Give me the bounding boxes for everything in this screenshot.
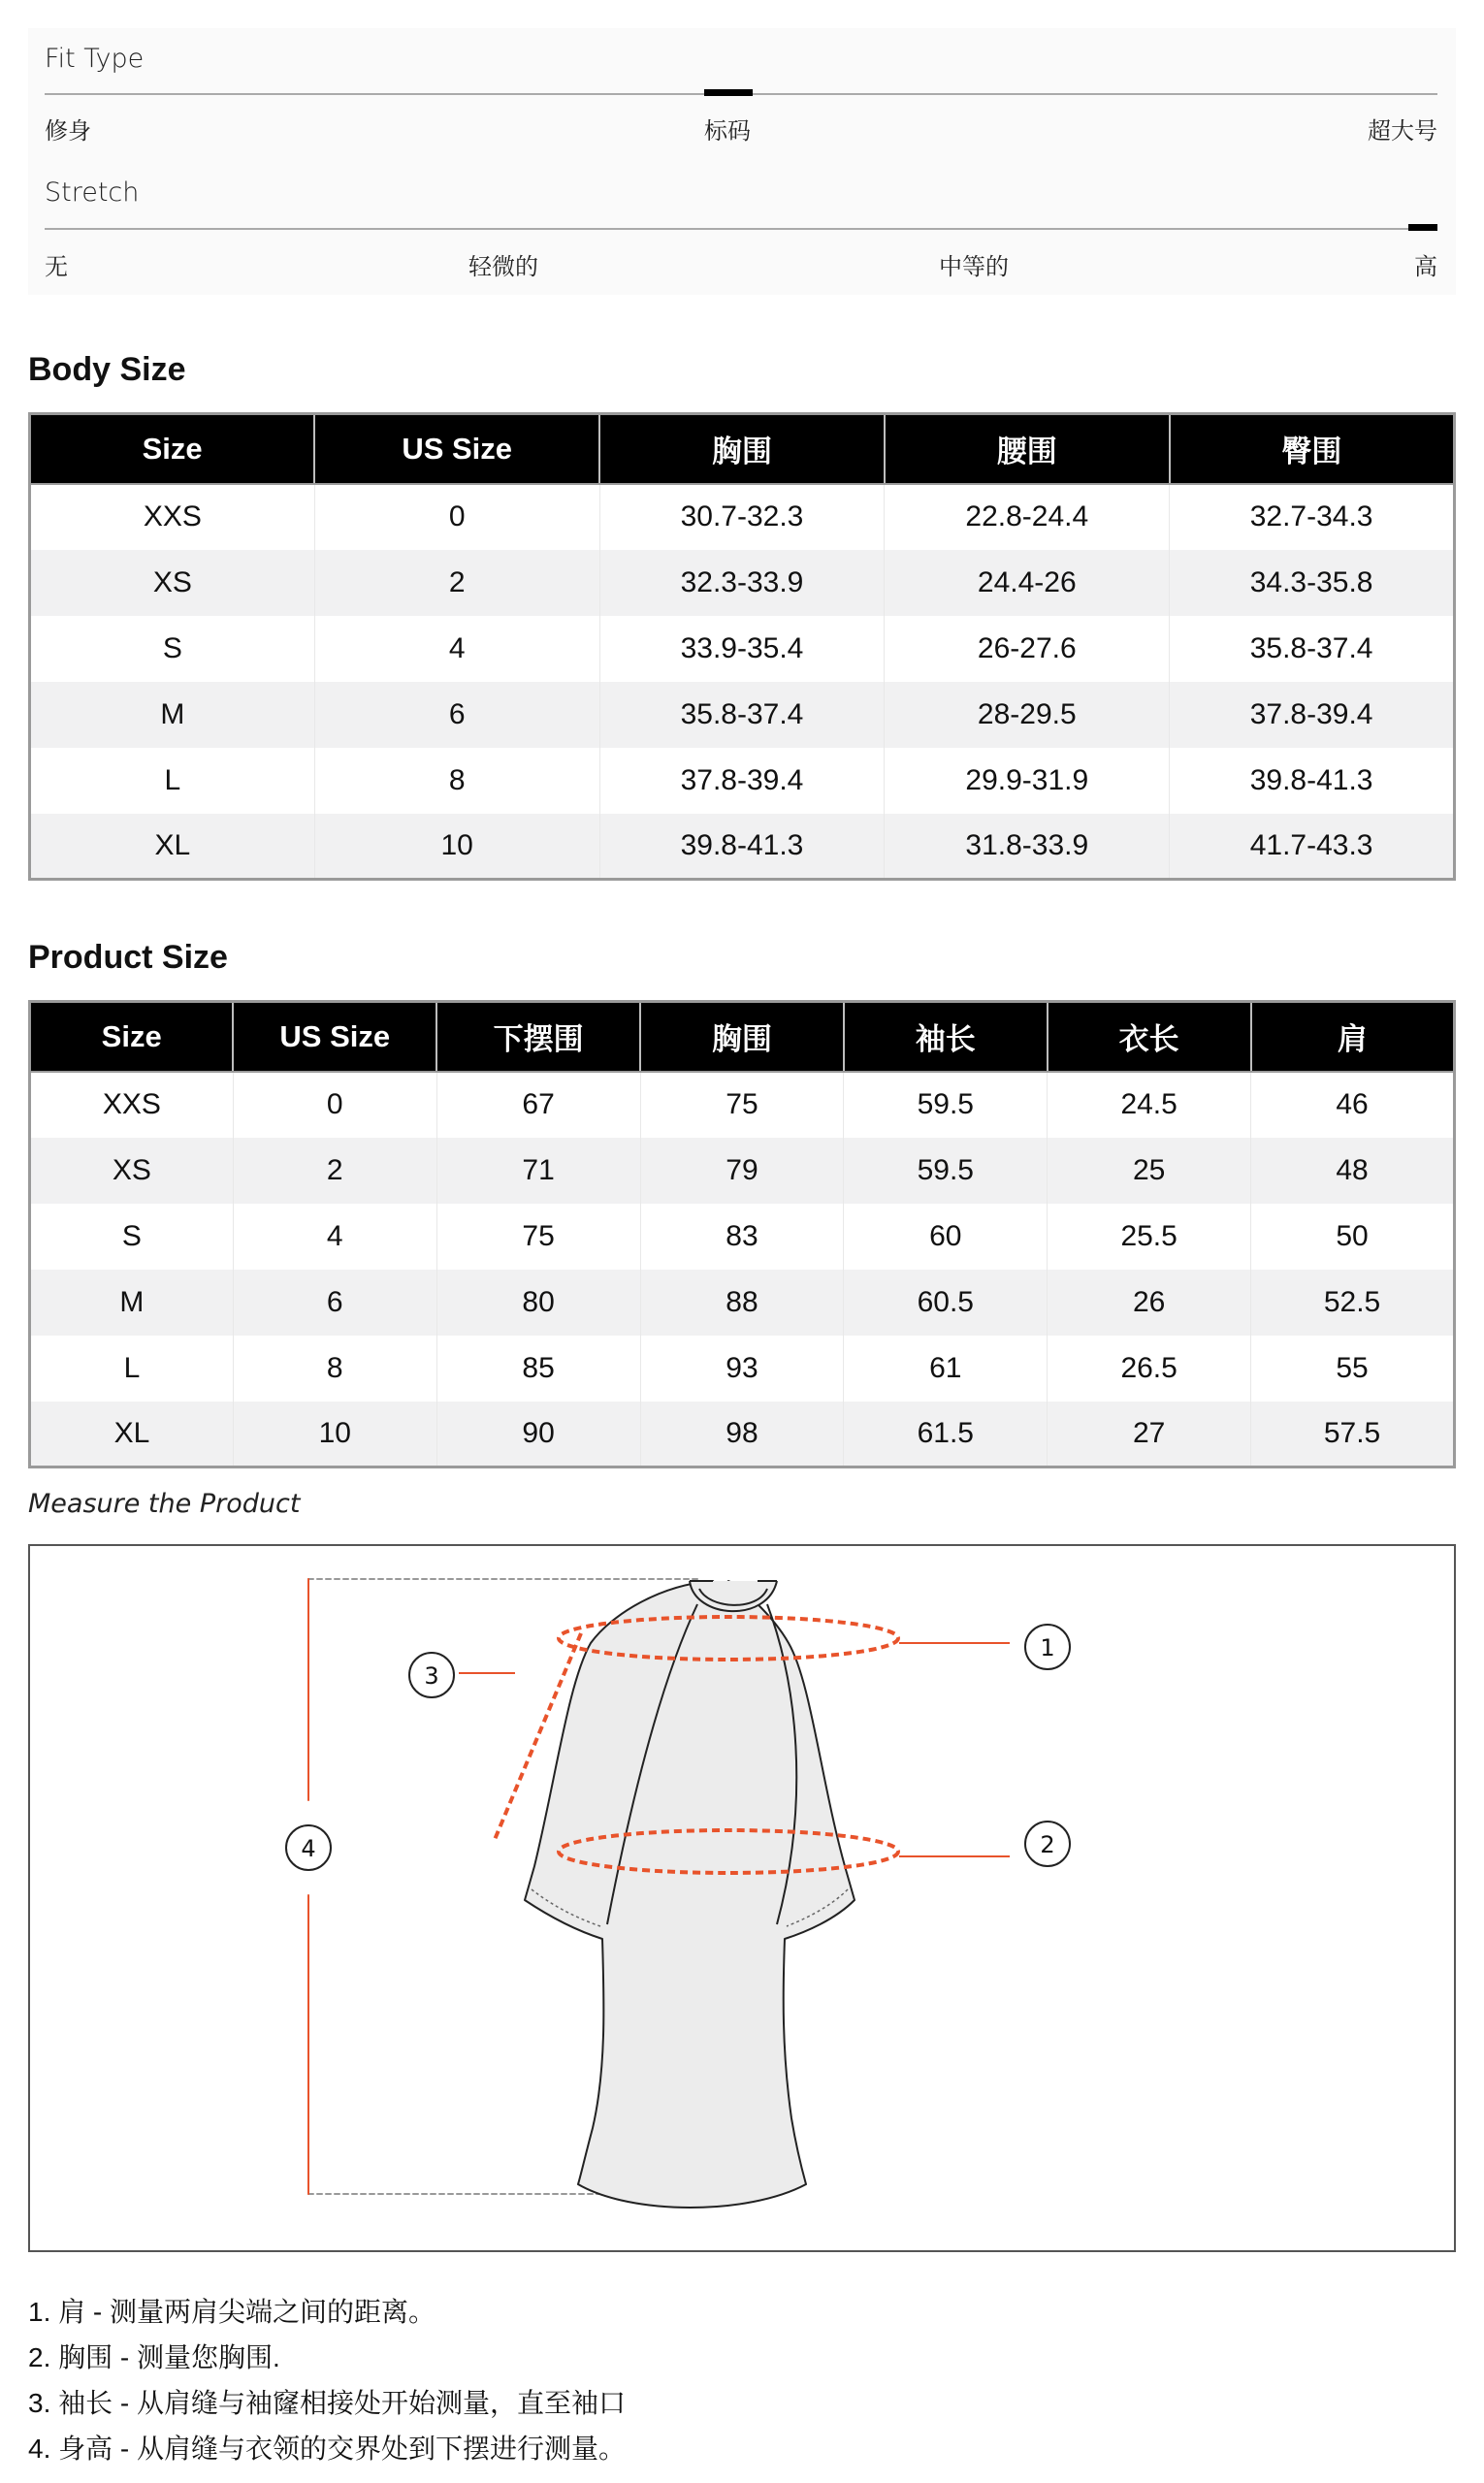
column-header: 袖长 bbox=[844, 1002, 1048, 1072]
stretch-track bbox=[45, 228, 1437, 230]
table-cell: 26 bbox=[1048, 1270, 1251, 1336]
table-cell: 24.5 bbox=[1048, 1072, 1251, 1138]
table-cell: 0 bbox=[233, 1072, 436, 1138]
table-cell: 59.5 bbox=[844, 1072, 1048, 1138]
table-row bbox=[30, 1336, 1455, 1402]
measurement-notes bbox=[28, 2289, 626, 2471]
table-cell: 93 bbox=[640, 1336, 844, 1402]
column-header: 衣长 bbox=[1048, 1002, 1251, 1072]
table-cell: 41.7-43.3 bbox=[1170, 814, 1455, 880]
table-cell: S bbox=[30, 616, 315, 682]
column-header: US Size bbox=[233, 1002, 436, 1072]
table-cell: L bbox=[30, 748, 315, 814]
table-cell: 32.7-34.3 bbox=[1170, 484, 1455, 550]
table-cell: XL bbox=[30, 814, 315, 880]
table-cell: 34.3-35.8 bbox=[1170, 550, 1455, 616]
fit-type-scale bbox=[45, 28, 1437, 164]
table-header-row bbox=[30, 1002, 1455, 1072]
table-cell: XS bbox=[30, 550, 315, 616]
table-cell: 83 bbox=[640, 1204, 844, 1270]
fit-type-marker bbox=[704, 89, 753, 96]
fit-type-title: Fit Type bbox=[45, 44, 145, 74]
table-cell: 4 bbox=[233, 1204, 436, 1270]
column-header: US Size bbox=[314, 414, 599, 484]
stretch-label-slight: 轻微的 bbox=[468, 254, 538, 280]
table-cell: XXS bbox=[30, 484, 315, 550]
table-cell: 29.9-31.9 bbox=[885, 748, 1170, 814]
table-cell: 24.4-26 bbox=[885, 550, 1170, 616]
table-cell: 22.8-24.4 bbox=[885, 484, 1170, 550]
table-row bbox=[30, 682, 1455, 748]
column-header: 胸围 bbox=[599, 414, 885, 484]
table-cell: 52.5 bbox=[1251, 1270, 1455, 1336]
table-cell: 30.7-32.3 bbox=[599, 484, 885, 550]
table-cell: L bbox=[30, 1336, 234, 1402]
table-cell: 33.9-35.4 bbox=[599, 616, 885, 682]
callout-4-icon bbox=[286, 1825, 331, 1870]
body-size-table bbox=[28, 412, 1456, 881]
table-row bbox=[30, 814, 1455, 880]
table-row bbox=[30, 484, 1455, 550]
table-cell: 37.8-39.4 bbox=[599, 748, 885, 814]
table-cell: 60.5 bbox=[844, 1270, 1048, 1336]
svg-text:3: 3 bbox=[424, 1662, 439, 1690]
table-cell: 28-29.5 bbox=[885, 682, 1170, 748]
table-cell: M bbox=[30, 1270, 234, 1336]
svg-text:4: 4 bbox=[301, 1835, 316, 1862]
table-cell: 8 bbox=[233, 1336, 436, 1402]
fit-type-label-regular: 标码 bbox=[704, 118, 751, 145]
table-row bbox=[30, 1138, 1455, 1204]
measurement-diagram bbox=[28, 1544, 1456, 2252]
column-header: 臀围 bbox=[1170, 414, 1455, 484]
table-cell: XXS bbox=[30, 1072, 234, 1138]
column-header: Size bbox=[30, 1002, 234, 1072]
table-cell: 88 bbox=[640, 1270, 844, 1336]
table-header-row bbox=[30, 414, 1455, 484]
table-row bbox=[30, 1402, 1455, 1467]
table-cell: 25 bbox=[1048, 1138, 1251, 1204]
stretch-label-high: 高 bbox=[1414, 254, 1437, 280]
table-cell: 57.5 bbox=[1251, 1402, 1455, 1467]
fit-type-label-oversized: 超大号 bbox=[1368, 118, 1437, 145]
table-cell: 4 bbox=[314, 616, 599, 682]
table-cell: 25.5 bbox=[1048, 1204, 1251, 1270]
table-cell: 59.5 bbox=[844, 1138, 1048, 1204]
stretch-label-medium: 中等的 bbox=[939, 254, 1009, 280]
body-size-title: Body Size bbox=[28, 351, 186, 388]
table-cell: 79 bbox=[640, 1138, 844, 1204]
table-cell: 61.5 bbox=[844, 1402, 1048, 1467]
table-cell: 8 bbox=[314, 748, 599, 814]
table-cell: 2 bbox=[233, 1138, 436, 1204]
table-cell: 0 bbox=[314, 484, 599, 550]
table-cell: 61 bbox=[844, 1336, 1048, 1402]
table-cell: 85 bbox=[436, 1336, 640, 1402]
table-cell: 27 bbox=[1048, 1402, 1251, 1467]
table-cell: 98 bbox=[640, 1402, 844, 1467]
table-cell: 35.8-37.4 bbox=[1170, 616, 1455, 682]
stretch-marker bbox=[1408, 224, 1437, 231]
table-cell: 26.5 bbox=[1048, 1336, 1251, 1402]
table-cell: 32.3-33.9 bbox=[599, 550, 885, 616]
table-cell: 48 bbox=[1251, 1138, 1455, 1204]
svg-text:2: 2 bbox=[1040, 1831, 1055, 1858]
table-cell: XS bbox=[30, 1138, 234, 1204]
table-cell: 39.8-41.3 bbox=[1170, 748, 1455, 814]
table-cell: 26-27.6 bbox=[885, 616, 1170, 682]
table-row bbox=[30, 616, 1455, 682]
note-length: 4. 身高 - 从肩缝与衣领的交界处到下摆进行测量。 bbox=[28, 2434, 627, 2464]
table-cell: 35.8-37.4 bbox=[599, 682, 885, 748]
table-cell: 55 bbox=[1251, 1336, 1455, 1402]
table-cell: 75 bbox=[436, 1204, 640, 1270]
table-cell: 50 bbox=[1251, 1204, 1455, 1270]
table-cell: 39.8-41.3 bbox=[599, 814, 885, 880]
column-header: 肩 bbox=[1251, 1002, 1455, 1072]
table-cell: 71 bbox=[436, 1138, 640, 1204]
svg-text:1: 1 bbox=[1040, 1634, 1055, 1661]
table-cell: 46 bbox=[1251, 1072, 1455, 1138]
fit-panel bbox=[28, 28, 1456, 295]
callout-1-icon bbox=[1025, 1625, 1070, 1669]
table-cell: 75 bbox=[640, 1072, 844, 1138]
table-row bbox=[30, 748, 1455, 814]
stretch-title: Stretch bbox=[45, 177, 140, 208]
table-row bbox=[30, 1270, 1455, 1336]
table-cell: M bbox=[30, 682, 315, 748]
table-cell: 67 bbox=[436, 1072, 640, 1138]
table-cell: 6 bbox=[233, 1270, 436, 1336]
column-header: 胸围 bbox=[640, 1002, 844, 1072]
table-row bbox=[30, 1072, 1455, 1138]
note-sleeve: 3. 袖长 - 从肩缝与袖窿相接处开始测量，直至袖口 bbox=[28, 2388, 627, 2418]
table-cell: XL bbox=[30, 1402, 234, 1467]
product-size-title: Product Size bbox=[28, 939, 228, 976]
callout-2-icon bbox=[1025, 1822, 1070, 1866]
measure-caption: Measure the Product bbox=[28, 1489, 301, 1519]
table-cell: 10 bbox=[233, 1402, 436, 1467]
garment-illustration bbox=[30, 1546, 1454, 2250]
table-cell: 60 bbox=[844, 1204, 1048, 1270]
table-cell: 31.8-33.9 bbox=[885, 814, 1170, 880]
table-cell: S bbox=[30, 1204, 234, 1270]
column-header: Size bbox=[30, 414, 315, 484]
callout-3-icon bbox=[409, 1653, 454, 1697]
table-cell: 80 bbox=[436, 1270, 640, 1336]
note-chest: 2. 胸围 - 测量您胸围. bbox=[28, 2342, 280, 2372]
table-cell: 10 bbox=[314, 814, 599, 880]
table-cell: 2 bbox=[314, 550, 599, 616]
table-cell: 37.8-39.4 bbox=[1170, 682, 1455, 748]
product-size-table bbox=[28, 1000, 1456, 1468]
column-header: 下摆围 bbox=[436, 1002, 640, 1072]
stretch-label-none: 无 bbox=[45, 254, 68, 280]
note-shoulder: 1. 肩 - 测量两肩尖端之间的距离。 bbox=[28, 2297, 436, 2327]
table-cell: 6 bbox=[314, 682, 599, 748]
stretch-scale bbox=[45, 162, 1437, 295]
fit-type-label-slim: 修身 bbox=[45, 118, 91, 145]
tshirt-shape bbox=[525, 1581, 855, 2208]
table-row bbox=[30, 1204, 1455, 1270]
column-header: 腰围 bbox=[885, 414, 1170, 484]
table-row bbox=[30, 550, 1455, 616]
table-cell: 90 bbox=[436, 1402, 640, 1467]
